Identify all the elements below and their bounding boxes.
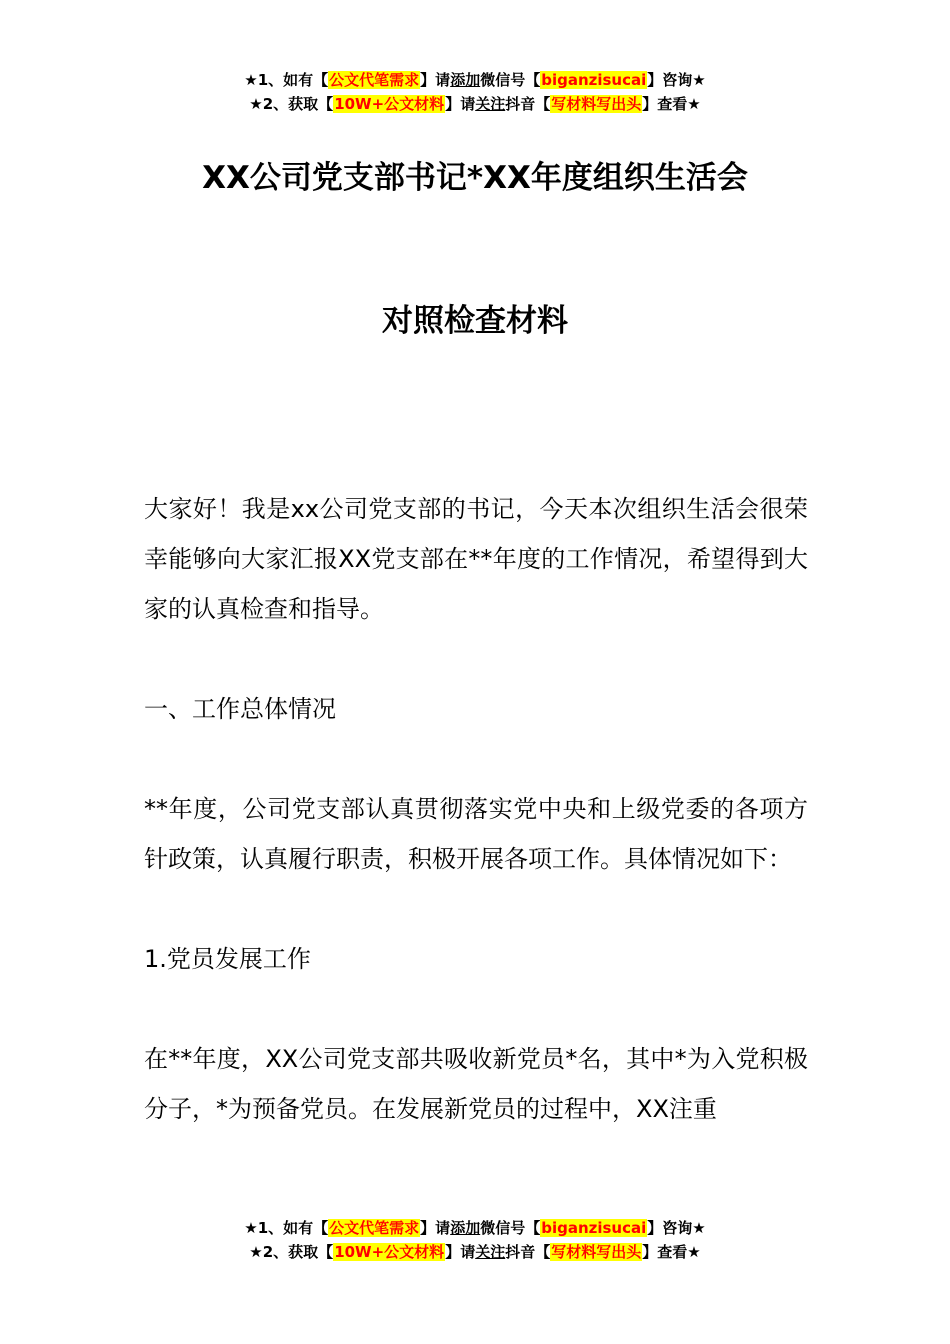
- banner-line-1: [0, 68, 950, 92]
- banner-text: 】请: [420, 71, 451, 89]
- document-title-line-2: 对照检查材料: [382, 303, 568, 339]
- section-heading: 一、工作总体情况: [144, 695, 336, 723]
- footer-banner: [0, 1216, 950, 1264]
- body-paragraph: **年度，公司党支部认真贯彻落实党中央和上级党委的各项方针政策，认真履行职责，积极开展各项工作。具体情况如下：: [144, 795, 808, 873]
- banner-text: 微信号【: [480, 71, 541, 89]
- banner-underline: 关注: [475, 95, 506, 113]
- banner-text: 】请: [445, 1243, 476, 1261]
- banner-text: 】咨询★: [647, 71, 706, 89]
- banner-underline: 添加: [450, 1219, 481, 1237]
- banner-line-2: [0, 92, 950, 116]
- banner-text: 】请: [445, 95, 476, 113]
- banner-highlight: 10W+公文材料: [334, 1243, 445, 1261]
- body-paragraph: 在**年度，XX公司党支部共吸收新党员*名，其中*为入党积极分子，*为预备党员。在发展新党员的过程中，XX注重: [144, 1045, 808, 1123]
- banner-text: ★1、如有【: [244, 1219, 329, 1237]
- banner-highlight: 写材料写出头: [551, 95, 642, 113]
- document-body: [144, 484, 808, 1184]
- banner-underline: 关注: [475, 1243, 506, 1261]
- banner-highlight: 公文代笔需求: [329, 71, 420, 89]
- banner-text: 抖音【: [505, 95, 551, 113]
- banner-highlight: 10W+公文材料: [334, 95, 445, 113]
- banner-line-1: [0, 1216, 950, 1240]
- banner-underline: 添加: [450, 71, 481, 89]
- header-banner: [0, 68, 950, 116]
- banner-text: 微信号【: [480, 1219, 541, 1237]
- banner-highlight: biganzisucai: [541, 1219, 647, 1237]
- banner-text: ★1、如有【: [244, 71, 329, 89]
- banner-text: ★2、获取【: [249, 95, 334, 113]
- banner-text: ★2、获取【: [249, 1243, 334, 1261]
- document-title-line-1: XX公司党支部书记*XX年度组织生活会: [202, 160, 748, 196]
- banner-line-2: [0, 1240, 950, 1264]
- banner-highlight: 写材料写出头: [551, 1243, 642, 1261]
- banner-highlight: 公文代笔需求: [329, 1219, 420, 1237]
- banner-text: 】请: [420, 1219, 451, 1237]
- subsection-heading: 1.党员发展工作: [144, 945, 311, 973]
- banner-highlight: biganzisucai: [541, 71, 647, 89]
- banner-text: 】咨询★: [647, 1219, 706, 1237]
- banner-text: 】查看★: [642, 95, 701, 113]
- banner-text: 抖音【: [505, 1243, 551, 1261]
- banner-text: 】查看★: [642, 1243, 701, 1261]
- body-paragraph: 大家好！我是xx公司党支部的书记，今天本次组织生活会很荣幸能够向大家汇报XX党支部在**年度的工作情况，希望得到大家的认真检查和指导。: [144, 495, 808, 623]
